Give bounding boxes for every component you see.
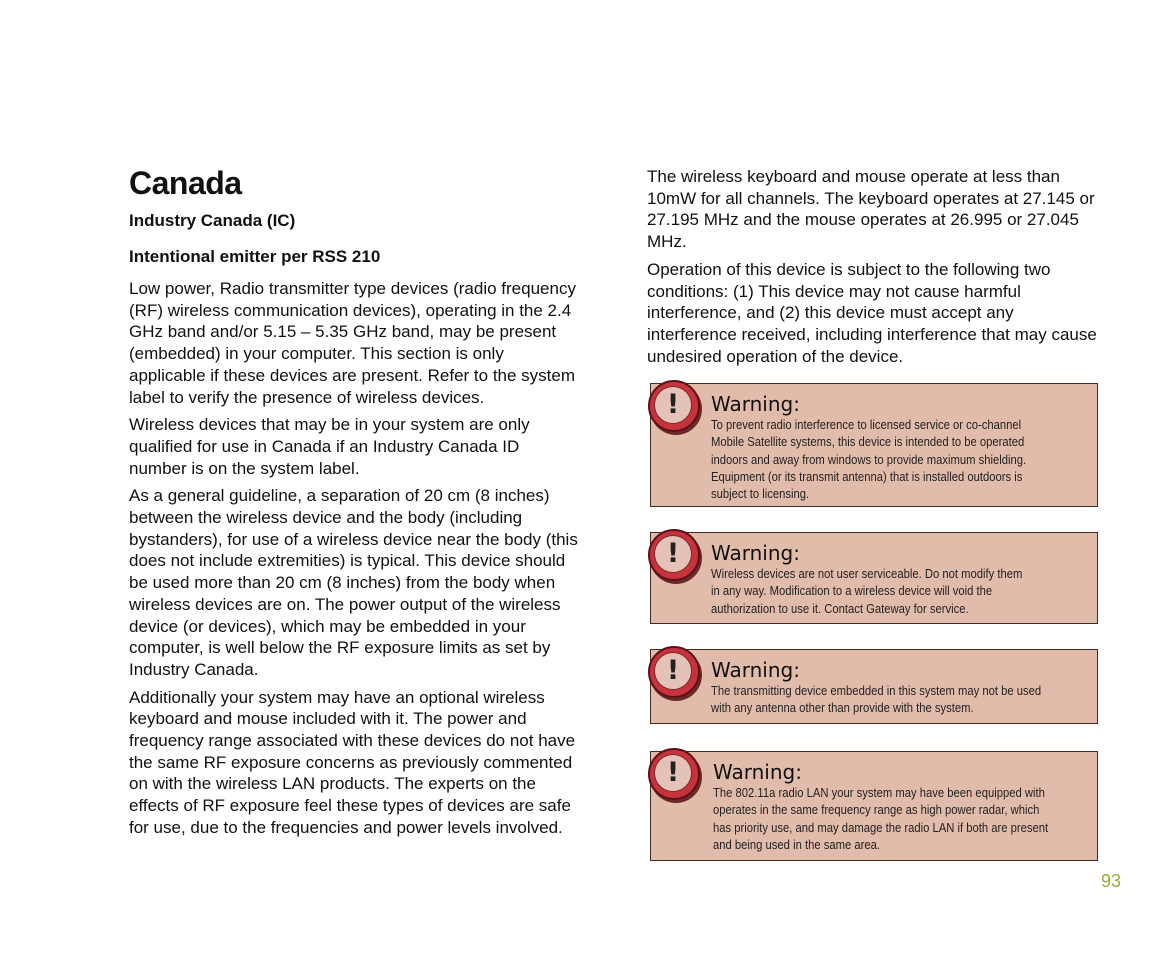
subheading-rss: Intentional emitter per RSS 210 [129,247,381,266]
warning-line: and being used in the same area. [713,837,880,852]
paragraph: The wireless keyboard and mouse operate at less than 10mW for all channels. The keyboard operates at 27.145 or 27.195 MHz and the mouse operates at 26.995 or 27.045 MHz. [647,167,1095,252]
warning-title: Warning: [711,541,800,565]
warning-box [650,649,1098,724]
exclamation-icon: ! [654,535,692,573]
warning-line: Equipment (or its transmit antenna) that is installed outdoors is [711,469,1023,484]
warning-line: operates in the same frequency range as high power radar, which [713,803,1040,818]
exclamation-icon: ! [654,386,692,424]
paragraph: Additionally your system may have an optional wireless keyboard and mouse included with it. The power and frequency range associated with these devices do not have the same RF exposure concerns as previously commented on with the wireless LAN products. The experts on the effects of RF exposure feel these types of devices are safe for use, due to the frequencies and power levels involved. [129,687,576,837]
subheading-ic: Industry Canada (IC) [129,211,296,230]
warning-line: The transmitting device embedded in this system may not be used [711,684,1042,698]
warning-box [650,751,1098,861]
warning-icon [648,646,700,698]
warning-title: Warning: [713,760,802,784]
warning-line: with any antenna other than provide with the system. [711,701,974,716]
exclamation-icon: ! [654,754,692,792]
exclamation-icon: ! [654,652,692,690]
warning-line: subject to licensing. [711,487,810,502]
section-title: Canada [129,165,242,201]
warning-text [711,417,1089,503]
warning-icon [648,529,700,581]
warning-text [713,785,1091,854]
warning-title: Warning: [711,658,800,682]
warning-line: in any way. Modification to a wireless device will void the [711,584,993,599]
warning-title: Warning: [711,392,800,416]
paragraph: As a general guideline, a separation of 20 cm (8 inches) between the wireless device and the body (including bystanders), for use of a wireless device near the body (this does not include extremities) is typical. This device should be used more than 20 cm (8 inches) from the body when wireless devices are on. The power output of the wireless device (or devices), which may be embedded in your computer, is well below the RF exposure limits as set by Industry Canada. [129,486,578,679]
warning-text [711,566,1089,618]
warning-line: To prevent radio interference to licensed service or co-channel [711,418,1022,432]
paragraph: Wireless devices that may be in your system are only qualified for use in Canada if an Industry Canada ID number is on the system label. [129,415,530,478]
right-column [647,166,1105,373]
warning-icon [648,380,700,432]
left-column [129,164,581,845]
warning-text [711,683,1089,718]
warning-box [650,532,1098,624]
paragraph: Operation of this device is subject to the following two conditions: (1) This device may not cause harmful interference, and (2) this device must accept any interference received, including interference that may cause undesired operation of the device. [647,259,1097,366]
warning-line: indoors and away from windows to provide maximum shielding. [711,452,1027,467]
page-number: 93 [1101,871,1122,891]
warning-line: The 802.11a radio LAN your system may have been equipped with [713,786,1045,800]
paragraph: Low power, Radio transmitter type devices (radio frequency (RF) wireless communication devices), operating in the 2.4 GHz band and/or 5.15 – 5.35 GHz band, may be present (embedded) in your computer. This section is only applicable if these devices are present. Refer to the system label to verify the presence of wireless devices. [129,279,576,407]
warning-line: Wireless devices are not user serviceable. Do not modify them [711,567,1023,581]
warning-line: Mobile Satellite systems, this device is intended to be operated [711,435,1025,450]
warning-box [650,383,1098,507]
warning-line: has priority use, and may damage the radio LAN if both are present [713,820,1049,835]
warning-icon [648,748,700,800]
warning-line: authorization to use it. Contact Gateway for service. [711,601,969,616]
